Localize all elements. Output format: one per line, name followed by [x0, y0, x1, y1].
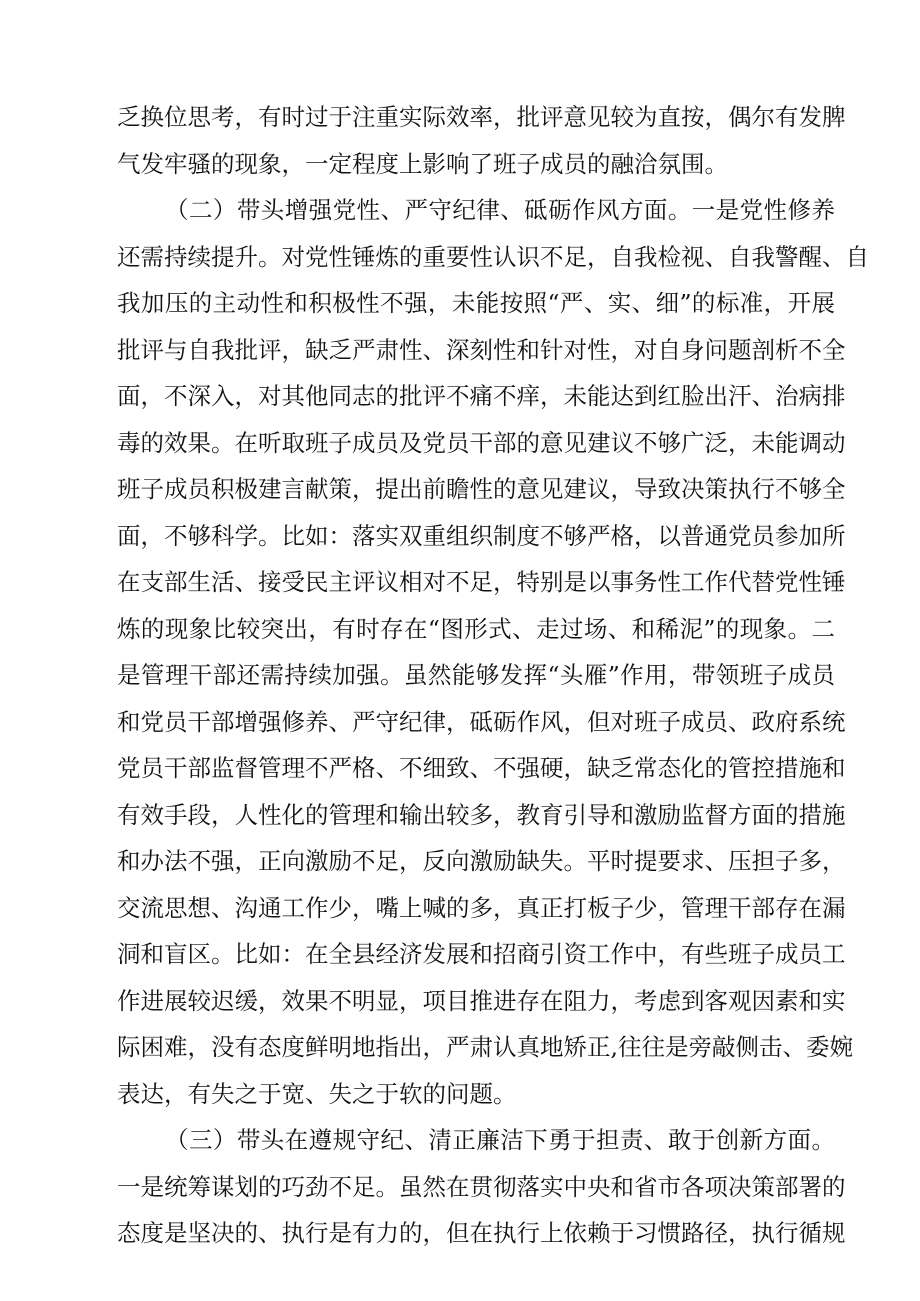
text-line: 毒的效果。在听取班子成员及党员干部的意见建议不够广泛，未能调动 [117, 428, 846, 457]
text-line: 作进展较迟缓，效果不明显，项目推进存在阻力，考虑到客观因素和实 [117, 986, 846, 1015]
text-line: 和党员干部增强修养、严守纪律，砥砺作风，但对班子成员、政府系统 [117, 707, 846, 736]
text-line: 表达，有失之于宽、失之于软的问题。 [117, 1079, 517, 1108]
text-line: 乏换位思考，有时过于注重实际效率，批评意见较为直按，偶尔有发脾 [117, 103, 846, 131]
text-line: 炼的现象比较突出，有时存在“图形式、走过场、和稀泥”的现象。二 [117, 614, 835, 643]
text-line: 和办法不强，正向激励不足，反向激励缺失。平时提要求、压担子多， [117, 847, 846, 875]
text-line: 一是统筹谋划的巧劲不足。虽然在贯彻落实中央和省市各项决策部署的 [117, 1172, 846, 1201]
paragraph-heading-line: （二）带头增强党性、严守纪律、砥砺作风方面。一是党性修养 [165, 196, 835, 224]
text-line: 有效手段，人性化的管理和输出较多，教育引导和激励监督方面的措施 [117, 800, 846, 829]
document-page [117, 98, 869, 1261]
text-line: 气发牢骚的现象，一定程度上影响了班子成员的融洽氛围。 [117, 149, 728, 178]
text-line: 是管理干部还需持续加强。虽然能够发挥“头雁”作用，带领班子成员 [117, 661, 835, 689]
text-line: 我加压的主动性和积极性不强，未能按照“严、实、细”的标准，开展 [117, 289, 835, 317]
text-line: 面，不深入，对其他同志的批评不痛不痒，未能达到红脸出汗、治病排 [117, 382, 846, 410]
paragraph-heading-line: （三）带头在遵规守纪、清正廉洁下勇于担责、敢于创新方面。 [165, 1126, 835, 1154]
text-line: 面，不够科学。比如：落实双重组织制度不够严格，以普通党员参加所 [117, 521, 846, 550]
text-line: 交流思想、沟通工作少，嘴上喊的多，真正打板子少，管理干部存在漏 [117, 893, 846, 922]
text-line: 批评与自我批评，缺乏严肃性、深刻性和针对性，对自身问题剖析不全 [117, 335, 846, 364]
text-line: 党员干部监督管理不严格、不细致、不强硬，缺乏常态化的管控措施和 [117, 754, 846, 782]
text-line: 际困难，没有态度鲜明地指出，严肃认真地矫正,往往是旁敲侧击、委婉 [117, 1033, 853, 1061]
text-line: 在支部生活、接受民主评议相对不足，特别是以事务性工作代替党性锤 [117, 568, 846, 596]
text-line: 班子成员积极建言献策，提出前瞻性的意见建议，导致决策执行不够全 [117, 475, 846, 503]
text-line: 还需持续提升。对党性锤炼的重要性认识不足，自我检视、自我警醒、自 [117, 242, 869, 271]
text-line: 态度是坚决的、执行是有力的，但在执行上依赖于习惯路径，执行循规 [117, 1219, 846, 1247]
text-line: 洞和盲区。比如：在全县经济发展和招商引资工作中，有些班子成员工 [117, 940, 846, 968]
